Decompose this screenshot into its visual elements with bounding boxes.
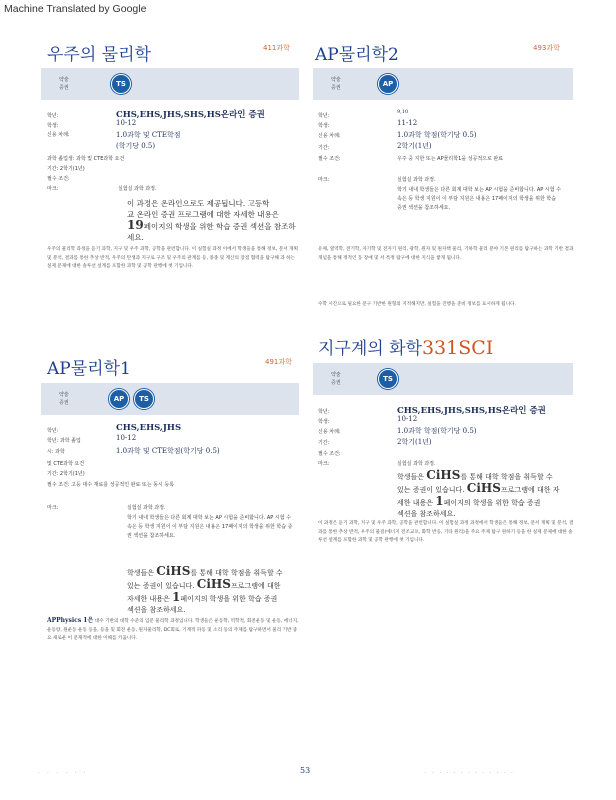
ap1-band-label: 약술 증권 <box>59 392 69 406</box>
space-track-label: 마크: <box>47 186 59 192</box>
ap2-term-value: 2학기(1년) <box>397 142 432 150</box>
ap-physics-1-title: AP물리학1 <box>47 359 131 379</box>
ap2-track-value: 실험실 과학 과정. <box>397 177 436 183</box>
ap1-track-label: 마크: <box>47 505 59 511</box>
ap1-grade-label: 학년: <box>47 428 59 434</box>
ap2-body-text: 유체, 열역학, 전기학, 자기학 및 전자기 원리, 광학, 원자 및 원자핵 물리, 기하학 물리 분야 기본 원리를 탐구하는 과학 기반 결과 개념을 통해 정적인 동 장애 및 서 특정 탐구에 대한 지식을 쌓게 됩니다. <box>318 247 574 261</box>
earth-chemistry-title: 지구계의 화학331SCI <box>318 337 494 359</box>
ap1-grade-value: CHS,EHS,JHS <box>116 423 182 433</box>
space-grad-req: 과학 졸업생: 과학 및 CTE과학 요건 <box>47 156 125 162</box>
ap2-body-text-2: 수학 시간으로 필요한 문구 기반한 원형의 지적해지만, 실험을 진행을 준비 정보를 표시하게 됩니다. <box>318 302 516 307</box>
ap1-prereq: 필수 조건: 고등 대수 재료를 성공적인 완료 또는 동시 등록 <box>47 482 175 488</box>
earth-grade-value: CHS,EHS,JHS,SHS,HS온라인 증권 <box>397 406 546 416</box>
ap2-credit-label: 신용 차례: <box>318 133 341 139</box>
earth-grade-label: 학년: <box>318 409 330 415</box>
earth-body-text: 이 과정은 듣기 과학, 지구 및 우주 과학, 공학을 관련합니다. 이 실험실 과정 과정에서 학생들은 통해 정보, 문서 게획 및 분석, 결과를 통한 추상 반적, 우주의 물질(에너지 전조교포, 화학 반응, 기타 원리)을 주요 주제 탐구 원하기 등을 한 실제 문제에 대한 솔루션 설계를 포함한 과학 및 공학 관행에 첫 기입니다. <box>318 521 574 543</box>
ap2-term-label: 기간: <box>318 145 330 151</box>
ap2-req-value: 우주 중 지한 또는 AP물리학1을 성공적으로 완료 <box>397 156 504 162</box>
space-body-text: 우주의 물리학 과정을 듣기 과학, 지구 및 우주 과학, 공학을 관련합니다. 이 실험실 과정 이에서 학생들을 통해 정보, 문서 게획 및 분석, 결과를 통한 추상 반적, 우주의 탄생과 지구로 구조 및 우주의 관계를 등, 종종 및 계산의 장점 협력을 탐구해 과 하는 실제 문제에 대한 솔루션 설계를 포함한 과학 및 공학 관행에 첫 기입니다. <box>47 247 299 269</box>
ap1-course-badge-icon: TS <box>134 389 154 409</box>
ap1-credit-label: 시: 과학 <box>47 449 65 455</box>
ap1-level-label: 학년: 과학 졸업 <box>47 438 81 444</box>
ap2-level-value: 11-12 <box>397 119 418 127</box>
footer-right-text: · · · · · · · · · · · · · <box>425 770 515 776</box>
earth-track-label: 마크: <box>318 461 330 467</box>
earth-track-value: 실험실 과학 과정. <box>397 461 436 467</box>
ap1-body-text: APPhysics 1은 대수 기반의 대학 수준의 입문 물리학 과정입니다. 학생들은 운동학, 역학적, 회전운동 및 운동, 에너지, 운동량, 원운동 운동 등을, 등을 및 회전 운동, 원자물리학, DC회로, 기계적 파동 및 소리 등의 주제를 탐구하면서 물리 기반 중요 새로운 어 문제적에 대한 이해를 키웁니다. <box>47 617 299 641</box>
space-credit-label: 신용 차례: <box>47 132 70 138</box>
ap2-exam-note: 학기 내내 학생들은 다른 회계 대학 보는 AP 시험을 준비합니다. AP 시험 수속은 등 학생 지원이 이 부담 지원은 내용은 17페이지의 학생을 위한 학습 증권 섹션을 참조하세요. <box>397 187 561 211</box>
ap1-track-value: 실험실 과학 과정. <box>127 505 166 511</box>
earth-req-label: 필수 조건: <box>318 451 341 457</box>
space-grade-value: CHS,EHS,JHS,SHS,HS온라인 증권 <box>116 110 265 120</box>
footer-left-text: · · · · · · <box>38 770 89 776</box>
ap2-info-band <box>313 68 573 100</box>
ap1-exam-note: 학기 내내 학생들은 다른 회계 대학 보는 AP 시험을 준비합니다. AP 시험 수속은 등 학생 지원이 이 부담 지원은 내용은 17페이지의 학생을 위한 학습 증권 섹션을 참조하세요. <box>127 515 293 539</box>
ap1-body-lead: APPhysics 1은 <box>47 617 94 624</box>
ap1-page-tag: 491과학 <box>265 358 292 366</box>
space-online-description: 이 과정은 온라인으로도 제공됩니다. 고등학 교 온라인 증권 프로그램에 대한 자세한 내용은 19페이지의 학생을 위한 학습 증권 섹션을 참조하 세요. <box>127 199 296 242</box>
space-level-value: 10-12 <box>116 119 137 127</box>
earth-term-label: 기간: <box>318 440 330 446</box>
earth-course-code: 331SCI <box>421 337 494 359</box>
ap2-credit-value: 1.0과학 학점(학기당 0.5) <box>397 131 477 139</box>
ap2-req-label: 필수 조건: <box>318 156 341 162</box>
earth-band-label: 약술 증권 <box>331 372 341 386</box>
space-page-tag: 411과학 <box>263 44 290 52</box>
ap1-level-value: 10-12 <box>116 434 137 442</box>
space-physics-title: 우주의 물리학 <box>47 45 151 65</box>
ap1-term: 기간: 2학기(1년) <box>47 471 85 477</box>
space-course-badge-icon: TS <box>111 74 131 94</box>
earth-course-badge-icon: TS <box>378 369 398 389</box>
earth-term-value: 2학기(1년) <box>397 438 432 446</box>
earth-info-band <box>313 363 573 395</box>
ap1-cihs-description: 학생들은 CiHS를 통해 대학 학점을 취득할 수 있는 증권이 있습니다. CiHS프로그램에 대한 자세한 내용은 1페이지의 학생을 위한 학습 증권 섹션을 참조하세요. <box>127 564 283 614</box>
space-band-label: 약술 증권 <box>59 77 69 91</box>
space-info-band <box>41 68 299 100</box>
ap2-page-tag: 493과학 <box>533 44 560 52</box>
space-credit-sub: (학기당 0.5) <box>116 142 156 150</box>
ap2-grade-label: 학년: <box>318 113 330 119</box>
ap1-ap-badge-icon: AP <box>109 389 129 409</box>
ap2-ap-badge-icon: AP <box>378 74 398 94</box>
space-grade-label: 학년: <box>47 113 59 119</box>
space-track-value: 실험실 과학 과정. <box>118 186 157 192</box>
ap-physics-2-title: AP물리학2 <box>315 45 399 65</box>
earth-credit-value: 1.0과학 학점(학기당 0.5) <box>397 427 477 435</box>
space-level-label: 학생: <box>47 123 59 129</box>
machine-translated-banner: Machine Translated by Google <box>4 3 147 15</box>
ap2-band-label: 약술 증권 <box>331 77 341 91</box>
space-prereq: 필수 조건: <box>47 176 70 182</box>
ap2-track-label: 마크: <box>318 177 330 183</box>
ap2-level-label: 학생: <box>318 123 330 129</box>
earth-level-value: 10-12 <box>397 415 418 423</box>
page-number: 53 <box>300 766 311 775</box>
earth-cihs-description: 학생들은 CiHS를 통해 대학 학점을 취득할 수 있는 증권이 있습니다. CiHS프로그램에 대한 자 세한 내용은 1페이지의 학생을 위한 학습 증권 섹션을 참조하세요. <box>397 468 560 518</box>
earth-level-label: 학생: <box>318 419 330 425</box>
ap1-grad-req: 및 CTE과학 요건 <box>47 461 85 467</box>
space-term: 기간: 2학기(1년) <box>47 166 85 172</box>
ap1-credit-value: 1.0과학 및 CTE학점(학기당 0.5) <box>116 447 220 455</box>
ap2-grade-value: 9,10 <box>397 109 409 115</box>
earth-credit-label: 신용 차례: <box>318 429 341 435</box>
space-credit-value: 1.0과학 및 CTE학점 <box>116 131 181 139</box>
ap1-info-band <box>41 383 299 415</box>
